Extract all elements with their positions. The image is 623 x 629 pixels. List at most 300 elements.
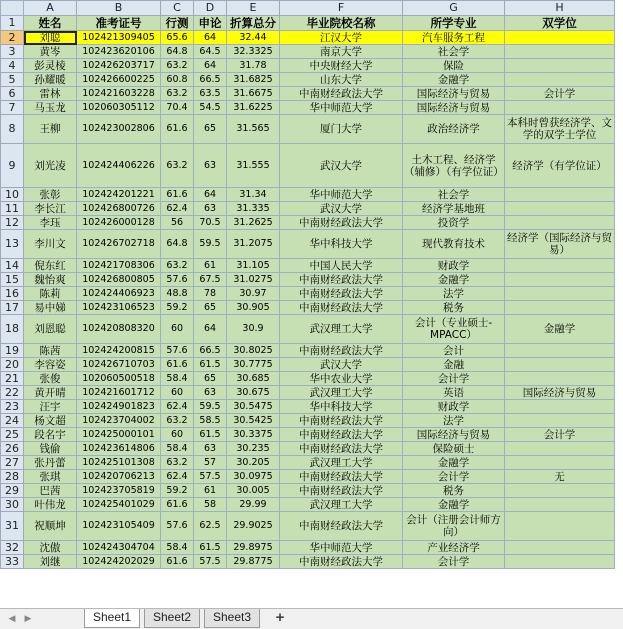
table-cell[interactable]: 武汉大学 [280, 202, 403, 216]
table-cell[interactable]: 财政学 [403, 400, 505, 414]
table-cell[interactable]: 102424201221 [77, 188, 161, 202]
table-cell[interactable]: 63.2 [161, 144, 194, 188]
table-cell[interactable]: 社会学 [403, 45, 505, 59]
column-title[interactable]: 姓名 [24, 16, 77, 31]
table-cell[interactable]: 102424406923 [77, 287, 161, 301]
table-cell[interactable]: 税务 [403, 484, 505, 498]
select-all-corner[interactable] [1, 1, 24, 16]
row-number[interactable]: 17 [1, 301, 24, 315]
table-cell[interactable]: 32.3325 [227, 45, 280, 59]
table-cell[interactable]: 国际经济与贸易 [403, 87, 505, 101]
table-cell[interactable]: 中南财经政法大学 [280, 287, 403, 301]
table-cell[interactable]: 102426702718 [77, 230, 161, 259]
table-cell[interactable]: 魏怡爽 [24, 273, 77, 287]
column-title[interactable]: 所学专业 [403, 16, 505, 31]
table-cell[interactable]: 沈傲 [24, 541, 77, 555]
table-cell[interactable]: 黄岑 [24, 45, 77, 59]
table-cell[interactable]: 中南财经政法大学 [280, 273, 403, 287]
table-cell[interactable] [505, 216, 615, 230]
table-cell[interactable] [505, 59, 615, 73]
table-cell[interactable]: 武汉理工大学 [280, 456, 403, 470]
table-cell[interactable]: 58.4 [161, 541, 194, 555]
table-cell[interactable]: 61.6 [161, 188, 194, 202]
add-sheet-icon[interactable]: + [275, 609, 285, 626]
table-cell[interactable]: 56 [161, 216, 194, 230]
table-cell[interactable]: 64 [194, 31, 227, 45]
row-number[interactable]: 5 [1, 73, 24, 87]
row-number[interactable]: 19 [1, 344, 24, 358]
table-cell[interactable] [505, 358, 615, 372]
table-cell[interactable]: 102420706213 [77, 470, 161, 484]
table-cell[interactable] [505, 484, 615, 498]
table-cell[interactable]: 102425000101 [77, 428, 161, 442]
table-cell[interactable]: 刘恩聪 [24, 315, 77, 344]
table-cell[interactable]: 57.5 [194, 470, 227, 484]
column-header-g[interactable]: G [403, 1, 505, 16]
table-cell[interactable]: 102425401029 [77, 498, 161, 512]
table-cell[interactable]: 63.2 [161, 259, 194, 273]
table-cell[interactable]: 投资学 [403, 216, 505, 230]
table-cell[interactable]: 61.5 [194, 541, 227, 555]
table-cell[interactable]: 102421708306 [77, 259, 161, 273]
prev-sheet-icon[interactable]: ◀ [8, 613, 16, 623]
table-cell[interactable]: 102426710703 [77, 358, 161, 372]
table-cell[interactable]: 会计学 [403, 470, 505, 484]
table-cell[interactable] [505, 414, 615, 428]
table-cell[interactable]: 金融学 [403, 73, 505, 87]
tab-sheet2[interactable]: Sheet2 [144, 609, 200, 628]
table-cell[interactable]: 汽车服务工程 [403, 31, 505, 45]
table-cell[interactable]: 会计学 [505, 428, 615, 442]
table-cell[interactable]: 中南财经政法大学 [280, 344, 403, 358]
table-cell[interactable]: 30.7775 [227, 358, 280, 372]
table-cell[interactable]: 31.6225 [227, 101, 280, 115]
table-cell[interactable]: 102424200815 [77, 344, 161, 358]
table-cell[interactable]: 62.4 [161, 470, 194, 484]
table-cell[interactable]: 61 [194, 259, 227, 273]
table-cell[interactable]: 华中科技大学 [280, 230, 403, 259]
table-cell[interactable]: 江汉大学 [280, 31, 403, 45]
row-number[interactable]: 4 [1, 59, 24, 73]
table-cell[interactable] [505, 273, 615, 287]
table-cell[interactable]: 65 [194, 301, 227, 315]
table-cell[interactable]: 61.6 [161, 498, 194, 512]
table-cell[interactable]: 中南财经政法大学 [280, 442, 403, 456]
table-cell[interactable] [505, 45, 615, 59]
table-cell[interactable]: 黄开晴 [24, 386, 77, 400]
row-number[interactable]: 28 [1, 470, 24, 484]
table-cell[interactable]: 63.5 [194, 87, 227, 101]
table-cell[interactable]: 64 [194, 59, 227, 73]
table-cell[interactable]: 张俊 [24, 372, 77, 386]
table-cell[interactable]: 31.6825 [227, 73, 280, 87]
table-cell[interactable]: 中南财经政法大学 [280, 484, 403, 498]
table-cell[interactable] [505, 456, 615, 470]
table-cell[interactable]: 31.2625 [227, 216, 280, 230]
row-number[interactable]: 18 [1, 315, 24, 344]
table-cell[interactable]: 60 [161, 428, 194, 442]
table-cell[interactable]: 102423105409 [77, 512, 161, 541]
table-cell[interactable]: 中南财经政法大学 [280, 216, 403, 230]
table-cell[interactable] [505, 400, 615, 414]
table-cell[interactable]: 57.6 [161, 344, 194, 358]
table-cell[interactable]: 102426000128 [77, 216, 161, 230]
table-cell[interactable]: 62.4 [161, 202, 194, 216]
table-cell[interactable]: 30.3375 [227, 428, 280, 442]
column-header-f[interactable]: F [280, 1, 403, 16]
table-cell[interactable]: 61.6 [161, 555, 194, 569]
table-cell[interactable]: 31.335 [227, 202, 280, 216]
row-number[interactable]: 23 [1, 400, 24, 414]
table-cell[interactable]: 102421601712 [77, 386, 161, 400]
table-cell[interactable]: 102424202029 [77, 555, 161, 569]
table-cell[interactable]: 29.99 [227, 498, 280, 512]
table-cell[interactable]: 63 [194, 144, 227, 188]
table-cell[interactable]: 陈莉 [24, 287, 77, 301]
row-number[interactable]: 32 [1, 541, 24, 555]
table-cell[interactable]: 63.2 [161, 59, 194, 73]
table-cell[interactable]: 54.5 [194, 101, 227, 115]
row-number[interactable]: 29 [1, 484, 24, 498]
table-cell[interactable]: 雷林 [24, 87, 77, 101]
table-cell[interactable]: 61.5 [194, 428, 227, 442]
table-cell[interactable]: 102423704002 [77, 414, 161, 428]
row-number[interactable]: 22 [1, 386, 24, 400]
table-cell[interactable]: 李川文 [24, 230, 77, 259]
table-cell[interactable]: 31.6675 [227, 87, 280, 101]
row-number[interactable]: 21 [1, 372, 24, 386]
table-cell[interactable]: 华中师范大学 [280, 101, 403, 115]
table-cell[interactable]: 61.6 [161, 358, 194, 372]
table-cell[interactable]: 金融 [403, 358, 505, 372]
table-cell[interactable]: 30.905 [227, 301, 280, 315]
table-cell[interactable] [505, 541, 615, 555]
table-cell[interactable]: 经济学（有学位证） [505, 144, 615, 188]
table-cell[interactable]: 李长江 [24, 202, 77, 216]
row-number[interactable]: 2 [1, 31, 24, 45]
row-number[interactable]: 31 [1, 512, 24, 541]
table-cell[interactable]: 中南财经政法大学 [280, 414, 403, 428]
table-cell[interactable]: 保险硕士 [403, 442, 505, 456]
table-cell[interactable]: 会计学 [505, 87, 615, 101]
row-number[interactable]: 16 [1, 287, 24, 301]
table-cell[interactable]: 63 [194, 386, 227, 400]
table-cell[interactable]: 现代教育技术 [403, 230, 505, 259]
table-cell[interactable]: 62.5 [194, 512, 227, 541]
table-cell[interactable]: 法学 [403, 287, 505, 301]
table-cell[interactable]: 60 [161, 315, 194, 344]
row-number[interactable]: 7 [1, 101, 24, 115]
table-cell[interactable]: 102423002806 [77, 115, 161, 144]
column-header-b[interactable]: B [77, 1, 161, 16]
table-cell[interactable] [505, 442, 615, 456]
table-cell[interactable]: 本科时曾获经济学、文学的双学士学位 [505, 115, 615, 144]
row-number[interactable]: 1 [1, 16, 24, 31]
table-cell[interactable]: 武汉理工大学 [280, 315, 403, 344]
table-cell[interactable]: 英语 [403, 386, 505, 400]
table-cell[interactable]: 64.5 [194, 45, 227, 59]
table-cell[interactable] [505, 555, 615, 569]
table-cell[interactable]: 70.5 [194, 216, 227, 230]
table-cell[interactable]: 102421603228 [77, 87, 161, 101]
column-title[interactable]: 行测 [161, 16, 194, 31]
row-number[interactable]: 20 [1, 358, 24, 372]
column-title[interactable]: 双学位 [505, 16, 615, 31]
table-cell[interactable]: 段名宇 [24, 428, 77, 442]
table-cell[interactable]: 67.5 [194, 273, 227, 287]
table-cell[interactable] [505, 344, 615, 358]
row-number[interactable]: 25 [1, 428, 24, 442]
table-cell[interactable]: 31.0275 [227, 273, 280, 287]
row-number[interactable]: 6 [1, 87, 24, 101]
table-cell[interactable]: 102423705819 [77, 484, 161, 498]
row-number[interactable]: 11 [1, 202, 24, 216]
table-cell[interactable]: 30.8025 [227, 344, 280, 358]
table-cell[interactable]: 102426203717 [77, 59, 161, 73]
table-cell[interactable]: 102423614806 [77, 442, 161, 456]
tab-sheet3[interactable]: Sheet3 [204, 609, 260, 628]
table-cell[interactable]: 30.235 [227, 442, 280, 456]
table-cell[interactable]: 31.2075 [227, 230, 280, 259]
table-cell[interactable]: 48.8 [161, 287, 194, 301]
table-cell[interactable]: 李珏 [24, 216, 77, 230]
table-cell[interactable]: 金融学 [403, 456, 505, 470]
row-number[interactable]: 15 [1, 273, 24, 287]
table-cell[interactable]: 会计学 [403, 555, 505, 569]
table-cell[interactable]: 金融学 [505, 315, 615, 344]
table-cell[interactable]: 武汉理工大学 [280, 386, 403, 400]
table-cell[interactable]: 华中农业大学 [280, 372, 403, 386]
table-cell[interactable]: 经济学（国际经济与贸易） [505, 230, 615, 259]
table-cell[interactable]: 马玉龙 [24, 101, 77, 115]
table-cell[interactable]: 59.2 [161, 301, 194, 315]
table-cell[interactable]: 无 [505, 470, 615, 484]
table-cell[interactable]: 杨文超 [24, 414, 77, 428]
table-cell[interactable]: 李容姿 [24, 358, 77, 372]
table-cell[interactable]: 63 [194, 442, 227, 456]
table-cell[interactable]: 国际经济与贸易 [403, 428, 505, 442]
table-cell[interactable]: 78 [194, 287, 227, 301]
table-cell[interactable]: 中国人民大学 [280, 259, 403, 273]
table-cell[interactable]: 会计 [403, 344, 505, 358]
table-cell[interactable]: 会计（注册会计师方向） [403, 512, 505, 541]
column-header-c[interactable]: C [161, 1, 194, 16]
row-number[interactable]: 3 [1, 45, 24, 59]
table-cell[interactable]: 厦门大学 [280, 115, 403, 144]
table-cell[interactable]: 66.5 [194, 73, 227, 87]
table-cell[interactable]: 法学 [403, 414, 505, 428]
table-cell[interactable]: 陈茜 [24, 344, 77, 358]
table-cell[interactable]: 产业经济学 [403, 541, 505, 555]
next-sheet-icon[interactable]: ▶ [24, 613, 32, 623]
row-number[interactable]: 30 [1, 498, 24, 512]
table-cell[interactable]: 57.6 [161, 512, 194, 541]
table-cell[interactable]: 钱偷 [24, 442, 77, 456]
column-title[interactable]: 折算总分 [227, 16, 280, 31]
table-cell[interactable]: 61 [194, 484, 227, 498]
table-cell[interactable]: 张琪 [24, 470, 77, 484]
table-cell[interactable]: 土木工程、经济学（辅修）（有学位证） [403, 144, 505, 188]
table-cell[interactable]: 华中科技大学 [280, 400, 403, 414]
table-cell[interactable]: 刘继 [24, 555, 77, 569]
table-cell[interactable]: 102423106523 [77, 301, 161, 315]
tab-sheet1[interactable]: Sheet1 [84, 609, 140, 628]
table-cell[interactable]: 中南财经政法大学 [280, 87, 403, 101]
table-cell[interactable] [505, 287, 615, 301]
table-cell[interactable]: 国际经济与贸易 [505, 386, 615, 400]
table-cell[interactable] [505, 301, 615, 315]
table-cell[interactable]: 58.5 [194, 414, 227, 428]
table-cell[interactable]: 30.005 [227, 484, 280, 498]
table-cell[interactable]: 102420808320 [77, 315, 161, 344]
table-cell[interactable]: 华中师范大学 [280, 541, 403, 555]
table-cell[interactable]: 60.8 [161, 73, 194, 87]
table-cell[interactable]: 57.5 [194, 555, 227, 569]
row-number[interactable]: 26 [1, 442, 24, 456]
table-cell[interactable]: 经济学基地班 [403, 202, 505, 216]
table-cell[interactable]: 102425101308 [77, 456, 161, 470]
table-cell[interactable]: 中央财经大学 [280, 59, 403, 73]
table-cell[interactable]: 29.9025 [227, 512, 280, 541]
table-cell[interactable]: 祝顺坤 [24, 512, 77, 541]
table-cell[interactable]: 孙耀暖 [24, 73, 77, 87]
table-cell[interactable]: 30.5425 [227, 414, 280, 428]
table-cell[interactable]: 中南财经政法大学 [280, 512, 403, 541]
table-cell[interactable]: 30.5475 [227, 400, 280, 414]
table-cell[interactable]: 58.4 [161, 442, 194, 456]
table-cell[interactable]: 102426800726 [77, 202, 161, 216]
column-title[interactable]: 申论 [194, 16, 227, 31]
column-title[interactable]: 准考证号 [77, 16, 161, 31]
table-cell[interactable]: 中南财经政法大学 [280, 301, 403, 315]
table-cell[interactable]: 刘聪 [24, 31, 77, 45]
column-header-h[interactable]: H [505, 1, 615, 16]
table-cell[interactable]: 62.4 [161, 400, 194, 414]
table-cell[interactable] [505, 512, 615, 541]
table-cell[interactable]: 102060500518 [77, 372, 161, 386]
table-cell[interactable]: 税务 [403, 301, 505, 315]
row-number[interactable]: 33 [1, 555, 24, 569]
table-cell[interactable] [505, 101, 615, 115]
table-cell[interactable]: 102424901823 [77, 400, 161, 414]
table-cell[interactable]: 58.4 [161, 372, 194, 386]
table-cell[interactable]: 102421309405 [77, 31, 161, 45]
table-cell[interactable]: 102423620106 [77, 45, 161, 59]
table-cell[interactable]: 65 [194, 372, 227, 386]
table-cell[interactable]: 30.9 [227, 315, 280, 344]
row-number[interactable]: 27 [1, 456, 24, 470]
row-number[interactable]: 24 [1, 414, 24, 428]
table-cell[interactable]: 刘光凌 [24, 144, 77, 188]
table-cell[interactable]: 58 [194, 498, 227, 512]
table-cell[interactable]: 巴茜 [24, 484, 77, 498]
table-cell[interactable]: 64.8 [161, 45, 194, 59]
table-cell[interactable]: 31.105 [227, 259, 280, 273]
table-cell[interactable]: 61.5 [194, 358, 227, 372]
column-title[interactable]: 毕业院校名称 [280, 16, 403, 31]
table-cell[interactable]: 63 [194, 202, 227, 216]
row-number[interactable]: 12 [1, 216, 24, 230]
table-cell[interactable]: 易中娣 [24, 301, 77, 315]
table-cell[interactable]: 社会学 [403, 188, 505, 202]
row-number[interactable]: 9 [1, 144, 24, 188]
table-cell[interactable]: 金融学 [403, 498, 505, 512]
table-cell[interactable]: 57 [194, 456, 227, 470]
row-number[interactable]: 10 [1, 188, 24, 202]
table-cell[interactable]: 65.6 [161, 31, 194, 45]
table-cell[interactable]: 63.2 [161, 87, 194, 101]
table-cell[interactable] [505, 202, 615, 216]
table-cell[interactable]: 65 [194, 115, 227, 144]
table-cell[interactable]: 金融学 [403, 273, 505, 287]
table-cell[interactable]: 102060305112 [77, 101, 161, 115]
table-cell[interactable] [505, 73, 615, 87]
table-cell[interactable] [505, 259, 615, 273]
table-cell[interactable]: 30.0975 [227, 470, 280, 484]
table-cell[interactable]: 70.4 [161, 101, 194, 115]
column-header-a[interactable]: A [24, 1, 77, 16]
table-cell[interactable] [505, 498, 615, 512]
table-cell[interactable]: 会计（专业硕士-MPACC） [403, 315, 505, 344]
table-cell[interactable]: 中南财经政法大学 [280, 428, 403, 442]
table-cell[interactable]: 张丹蕾 [24, 456, 77, 470]
table-cell[interactable] [505, 188, 615, 202]
table-cell[interactable]: 保险 [403, 59, 505, 73]
table-cell[interactable]: 61.6 [161, 115, 194, 144]
table-cell[interactable]: 31.565 [227, 115, 280, 144]
table-cell[interactable]: 31.34 [227, 188, 280, 202]
table-cell[interactable] [505, 372, 615, 386]
table-cell[interactable]: 山东大学 [280, 73, 403, 87]
table-cell[interactable]: 国际经济与贸易 [403, 101, 505, 115]
table-cell[interactable]: 63.2 [161, 456, 194, 470]
table-cell[interactable]: 倪东红 [24, 259, 77, 273]
table-cell[interactable]: 张彰 [24, 188, 77, 202]
table-cell[interactable]: 102424304704 [77, 541, 161, 555]
table-cell[interactable]: 63.2 [161, 414, 194, 428]
row-number[interactable]: 14 [1, 259, 24, 273]
table-cell[interactable]: 59.2 [161, 484, 194, 498]
table-cell[interactable]: 政治经济学 [403, 115, 505, 144]
table-cell[interactable] [505, 31, 615, 45]
table-cell[interactable]: 66.5 [194, 344, 227, 358]
table-cell[interactable]: 31.78 [227, 59, 280, 73]
table-cell[interactable]: 59.5 [194, 400, 227, 414]
table-cell[interactable]: 30.97 [227, 287, 280, 301]
table-cell[interactable]: 102426600225 [77, 73, 161, 87]
table-cell[interactable]: 中南财经政法大学 [280, 555, 403, 569]
table-cell[interactable]: 南京大学 [280, 45, 403, 59]
table-cell[interactable]: 彭灵棱 [24, 59, 77, 73]
table-cell[interactable]: 30.205 [227, 456, 280, 470]
table-cell[interactable]: 102426800805 [77, 273, 161, 287]
table-cell[interactable]: 华中师范大学 [280, 188, 403, 202]
table-cell[interactable]: 57.6 [161, 273, 194, 287]
column-header-d[interactable]: D [194, 1, 227, 16]
table-cell[interactable]: 王柳 [24, 115, 77, 144]
table-cell[interactable]: 29.8775 [227, 555, 280, 569]
table-cell[interactable]: 31.555 [227, 144, 280, 188]
table-cell[interactable]: 60 [161, 386, 194, 400]
table-cell[interactable]: 29.8975 [227, 541, 280, 555]
table-cell[interactable]: 武汉理工大学 [280, 498, 403, 512]
table-cell[interactable]: 30.685 [227, 372, 280, 386]
table-cell[interactable]: 102424406226 [77, 144, 161, 188]
table-cell[interactable]: 64 [194, 315, 227, 344]
table-cell[interactable]: 64 [194, 188, 227, 202]
table-cell[interactable]: 32.44 [227, 31, 280, 45]
table-cell[interactable]: 会计学 [403, 372, 505, 386]
